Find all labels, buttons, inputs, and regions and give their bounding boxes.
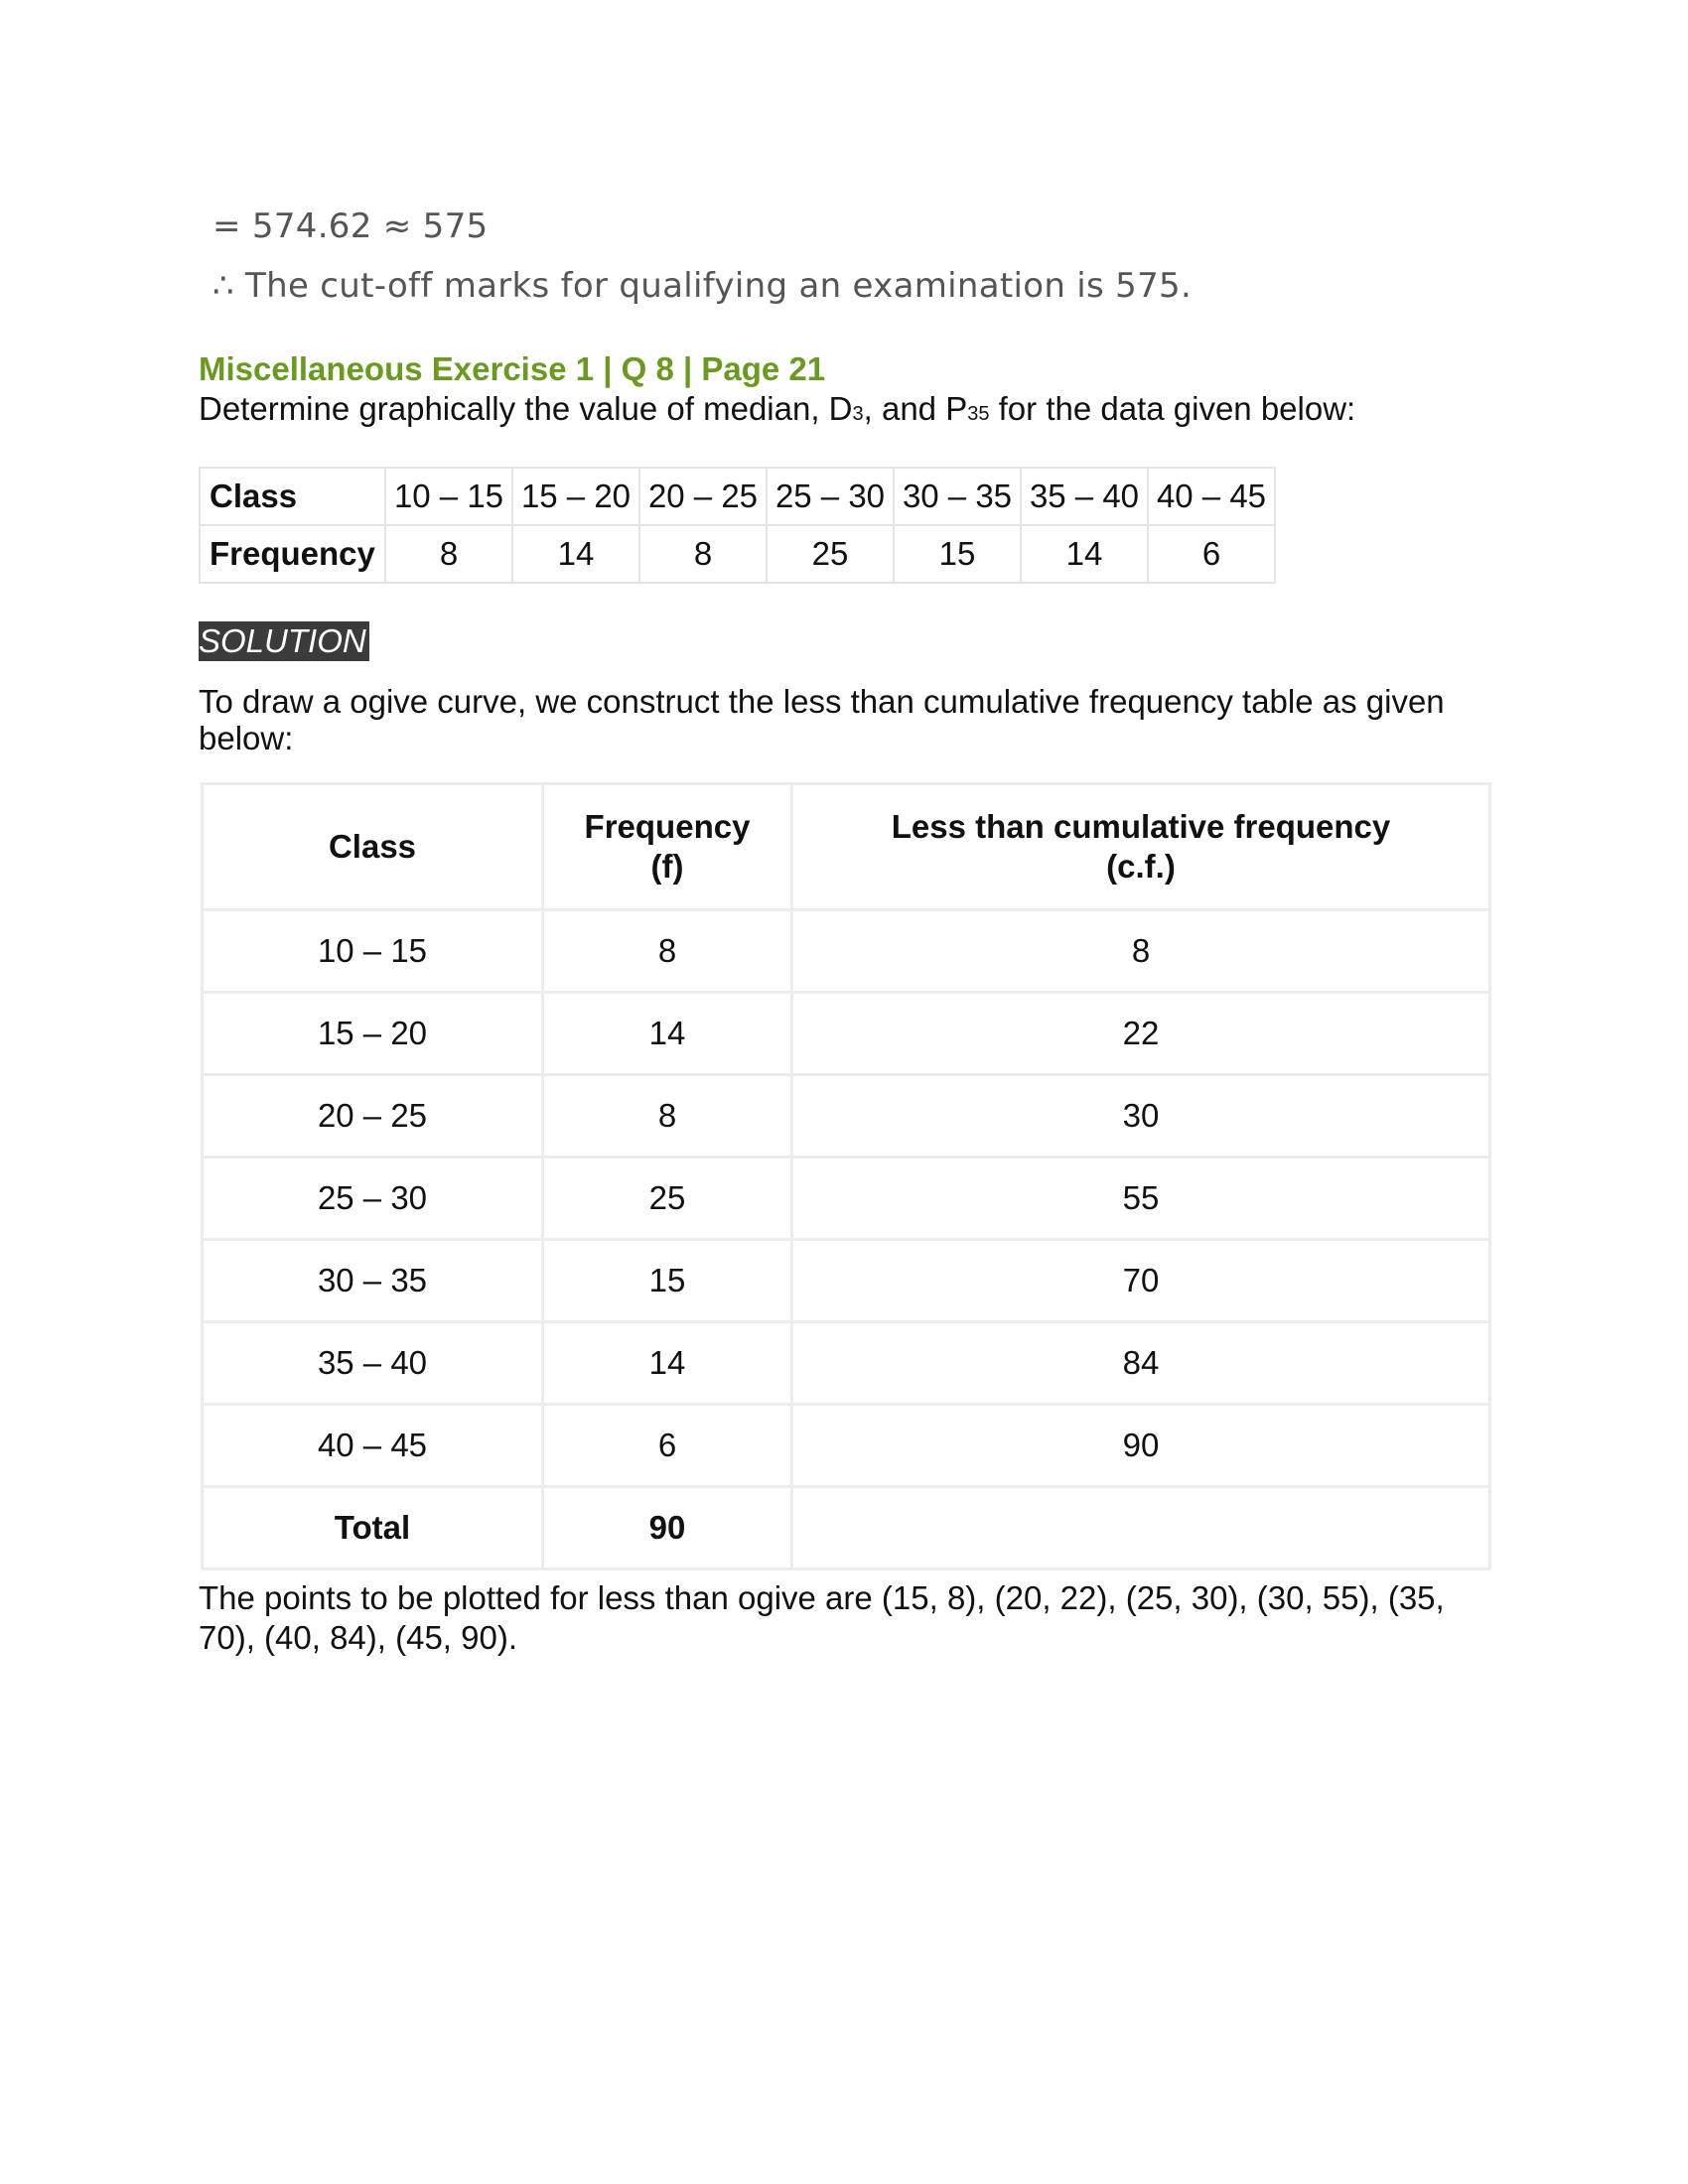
frequency-cell: 8 — [543, 1075, 792, 1158]
given-frequency-cell: 6 — [1148, 525, 1275, 583]
question-part-1: Determine graphically the value of median, D — [199, 390, 853, 427]
given-frequency-cell: 14 — [1021, 525, 1148, 583]
class-column-header — [203, 784, 543, 910]
cf-cell: 8 — [792, 910, 1490, 993]
frequency-cell: 8 — [543, 910, 792, 993]
frequency-header-line-2: (f) — [650, 848, 684, 885]
given-class-cell: 20 – 25 — [639, 468, 767, 525]
ogive-points-text: The points to be plotted for less than ogive are (15, 8), (20, 22), (25, 30), (30, 55), (35, 70), (40, 84), (45, 90). — [199, 1579, 1445, 1656]
class-cell: 25 – 30 — [203, 1158, 543, 1240]
class-cell: 40 – 45 — [203, 1405, 543, 1487]
cf-column-header — [792, 784, 1490, 910]
solution-label: SOLUTION — [199, 621, 369, 661]
given-frequency-cell: 14 — [512, 525, 639, 583]
total-label-cell: Total — [203, 1487, 543, 1570]
solution-intro-text: To draw a ogive curve, we construct the less than cumulative frequency table as given below: — [199, 683, 1445, 756]
class-row-header: Class — [200, 468, 385, 525]
class-cell: 10 – 15 — [203, 910, 543, 993]
given-frequency-cell: 8 — [385, 525, 512, 583]
frequency-cell: 15 — [543, 1240, 792, 1322]
calculation-result-line: = 574.62 ≈ 575 — [212, 206, 489, 246]
total-cf-cell — [792, 1487, 1490, 1570]
table-row — [203, 1405, 1490, 1487]
given-class-cell: 30 – 35 — [894, 468, 1021, 525]
cf-cell: 55 — [792, 1158, 1490, 1240]
frequency-cell: 14 — [543, 993, 792, 1075]
question-part-2: , and P — [863, 390, 968, 427]
given-data-table — [199, 467, 1276, 584]
class-cell: 20 – 25 — [203, 1075, 543, 1158]
given-class-cell: 25 – 30 — [767, 468, 894, 525]
frequency-header-line-1: Frequency — [584, 808, 751, 845]
exercise-heading: Miscellaneous Exercise 1 | Q 8 | Page 21 — [199, 350, 826, 387]
table-row — [203, 910, 1490, 993]
question-part-3: for the data given below: — [989, 390, 1356, 427]
cf-cell: 22 — [792, 993, 1490, 1075]
given-class-cell: 35 – 40 — [1021, 468, 1148, 525]
class-cell: 35 – 40 — [203, 1322, 543, 1405]
cf-cell: 84 — [792, 1322, 1490, 1405]
total-row — [203, 1487, 1490, 1570]
cf-cell: 30 — [792, 1075, 1490, 1158]
cf-cell: 90 — [792, 1405, 1490, 1487]
class-cell: 15 – 20 — [203, 993, 543, 1075]
table-row — [203, 993, 1490, 1075]
given-class-cell: 15 – 20 — [512, 468, 639, 525]
given-frequency-cell: 8 — [639, 525, 767, 583]
frequency-cell: 6 — [543, 1405, 792, 1487]
given-frequency-cell: 15 — [894, 525, 1021, 583]
given-class-row — [200, 468, 1275, 525]
given-class-cell: 40 – 45 — [1148, 468, 1275, 525]
class-header-text: Class — [328, 828, 417, 865]
frequency-cell: 14 — [543, 1322, 792, 1405]
table-row — [203, 1075, 1490, 1158]
given-class-cell: 10 – 15 — [385, 468, 512, 525]
total-frequency-cell: 90 — [543, 1487, 792, 1570]
given-frequency-row — [200, 525, 1275, 583]
calculation-conclusion-line: ∴ The cut-off marks for qualifying an examination is 575. — [212, 266, 1193, 306]
cf-table-header-row — [203, 784, 1490, 910]
question-text — [199, 390, 1355, 428]
table-row — [203, 1158, 1490, 1240]
cf-cell: 70 — [792, 1240, 1490, 1322]
frequency-row-header: Frequency — [200, 525, 385, 583]
given-frequency-cell: 25 — [767, 525, 894, 583]
cf-header-line-2: (c.f.) — [1106, 848, 1176, 885]
class-cell: 30 – 35 — [203, 1240, 543, 1322]
question-subscript-d: 3 — [852, 403, 864, 425]
frequency-cell: 25 — [543, 1158, 792, 1240]
question-subscript-p: 35 — [967, 403, 990, 425]
table-row — [203, 1322, 1490, 1405]
cumulative-frequency-table — [201, 782, 1491, 1570]
frequency-column-header — [543, 784, 792, 910]
table-row — [203, 1240, 1490, 1322]
cf-header-line-1: Less than cumulative frequency — [891, 808, 1391, 845]
